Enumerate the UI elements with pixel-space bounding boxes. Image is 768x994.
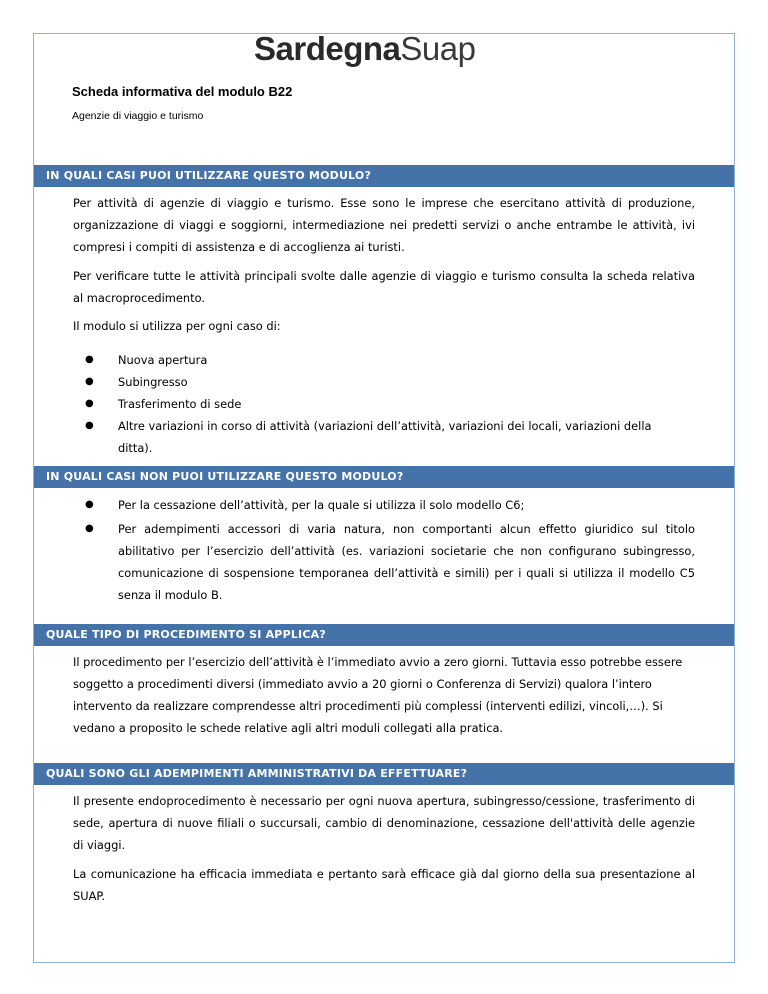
section-heading-when-not-to-use: IN QUALI CASI NON PUOI UTILIZZARE QUESTO MODULO? [34,466,734,488]
paragraph: Il modulo si utilizza per ogni caso di: [73,319,281,333]
bullet-icon: ● [85,398,94,409]
paragraph: Il procedimento per l’esercizio dell’attività è l’immediato avvio a zero giorni. Tuttavia esso potrebbe essere soggetto a procedimenti diversi (immediato avvio a 20 giorni o Conferenza di Servizi) qualora l’intero intervento da realizzare comprendesse altri procedimenti più complessi (interventi edilizi, vincoli,…). Si vedano a proposito le schede relative agli altri moduli collegati alla pratica. [73,655,683,735]
bullet-icon: ● [85,523,94,534]
paragraph: Per attività di agenzie di viaggio e turismo. Esse sono le imprese che esercitano attività di produzione, organizzazione di viaggi e soggiorni, intermediazione nei predetti servizi o anche entrambe le attività, ivi compresi i compiti di assistenza e di accoglienza ai turisti. [73,196,695,254]
logo-light-text: Suap [400,30,476,67]
list-item: ● Per la cessazione dell’attività, per la quale si utilizza il solo modello C6; [73,494,695,516]
sardegna-suap-logo [254,30,475,70]
document-title: Scheda informativa del modulo B22 [72,84,293,99]
logo-bold-text: Sardegna [254,30,401,67]
section-heading-procedure-type: QUALE TIPO DI PROCEDIMENTO SI APPLICA? [34,624,734,646]
bullet-icon: ● [85,499,94,510]
document-subtitle: Agenzie di viaggio e turismo [72,110,204,122]
use-cases-list [73,349,695,459]
section-heading-when-to-use: IN QUALI CASI PUOI UTILIZZARE QUESTO MODULO? [34,165,734,187]
exclusions-list [73,494,695,606]
list-item: ● Per adempimenti accessori di varia natura, non comportanti alcun effetto giuridico sul titolo abilitativo per l’esercizio dell’attività (es. variazioni societarie che non configurano subingresso, comunicazione di sospensione temporanea dell’attività e simili) per i quali si utilizza il modello C5 senza il modulo B. [73,518,695,606]
list-item: ● Trasferimento di sede [73,393,695,415]
section-heading-administrative-obligations: QUALI SONO GLI ADEMPIMENTI AMMINISTRATIVI DA EFFETTUARE? [34,763,734,785]
paragraph: Il presente endoprocedimento è necessario per ogni nuova apertura, subingresso/cessione, trasferimento di sede, apertura di nuove filiali o succursali, cambio di denominazione, cessazione dell'attività delle agenzie di viaggi. [73,794,695,852]
list-item: ● Subingresso [73,371,695,393]
bullet-icon: ● [85,420,94,431]
list-item: ● Nuova apertura [73,349,695,371]
bullet-icon: ● [85,354,94,365]
list-item: ● Altre variazioni in corso di attività (variazioni dell’attività, variazioni dei locali, variazioni della ditta). [73,415,695,459]
paragraph: La comunicazione ha efficacia immediata e pertanto sarà efficace già dal giorno della sua presentazione al SUAP. [73,867,695,903]
bullet-icon: ● [85,376,94,387]
paragraph: Per verificare tutte le attività principali svolte dalle agenzie di viaggio e turismo consulta la scheda relativa al macroprocedimento. [73,269,695,305]
